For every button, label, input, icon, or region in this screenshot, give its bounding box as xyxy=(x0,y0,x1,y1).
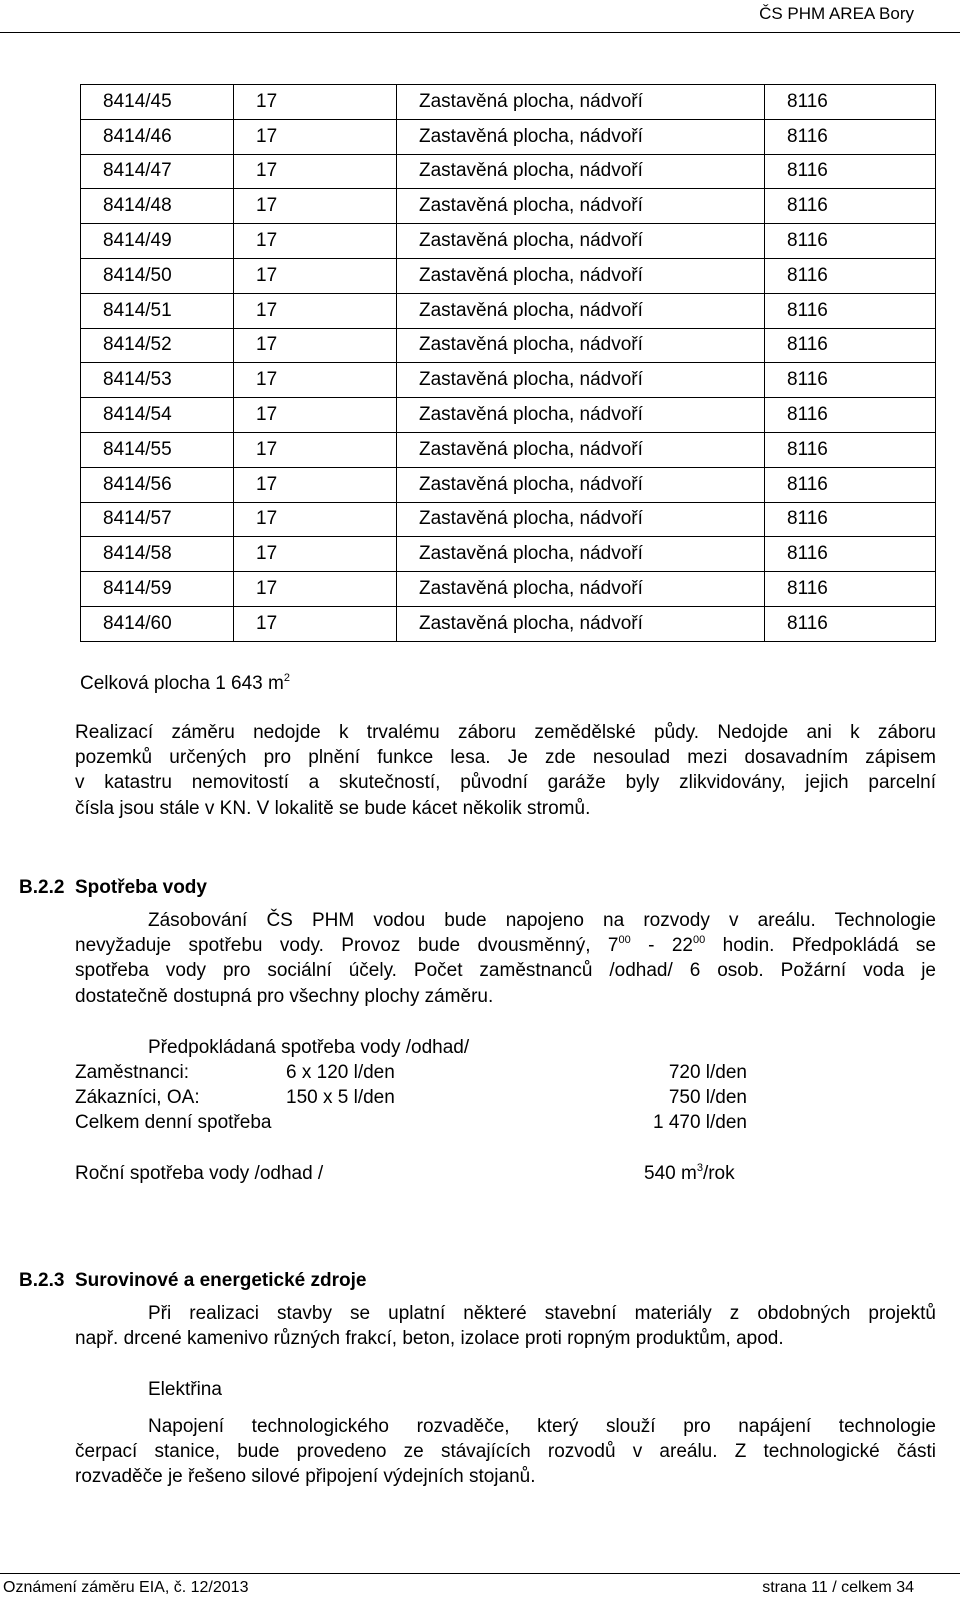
table-row xyxy=(81,432,936,467)
table-row xyxy=(81,606,936,641)
parcel-lv-cell: 8116 xyxy=(765,398,936,433)
section-b22-number: B.2.2 xyxy=(19,877,65,898)
parcel-type-cell: Zastavěná plocha, nádvoří xyxy=(397,328,765,363)
water-supply-paragraph xyxy=(75,908,936,1009)
parcel-ku-cell: 17 xyxy=(234,432,397,467)
water-supply-line-2a: nevyžaduje spotřebu vody. Provoz bude dvousměnný, 7 xyxy=(75,935,619,957)
footer-page-number: strana 11 / celkem 34 xyxy=(762,1579,914,1596)
parcel-number-cell: 8414/45 xyxy=(81,85,234,120)
parcel-number-cell: 8414/59 xyxy=(81,572,234,607)
parcel-number-cell: 8414/52 xyxy=(81,328,234,363)
parcel-ku-cell: 17 xyxy=(234,572,397,607)
water-calc-label: Celkem denní spotřeba xyxy=(75,1112,272,1133)
table-row xyxy=(81,224,936,259)
parcel-ku-cell: 17 xyxy=(234,363,397,398)
hours-end-sup: 00 xyxy=(693,934,706,947)
table-row xyxy=(81,293,936,328)
water-calc-value: 720 l/den xyxy=(668,1062,747,1083)
parcel-type-cell: Zastavěná plocha, nádvoří xyxy=(397,467,765,502)
electricity-line-2: čerpací stanice, bude provedeno ze stávajících rozvodů v areálu. Z technologické části xyxy=(75,1441,936,1463)
table-row xyxy=(81,328,936,363)
parcel-number-cell: 8414/48 xyxy=(81,189,234,224)
parcel-number-cell: 8414/60 xyxy=(81,606,234,641)
table-row xyxy=(81,363,936,398)
electricity-line-1: Napojení technologického rozvaděče, který slouží pro napájení technologie xyxy=(148,1416,936,1437)
parcel-type-cell: Zastavěná plocha, nádvoří xyxy=(397,363,765,398)
materials-line-2: např. drcené kamenivo různých frakcí, beton, izolace proti ropným produktům, apod. xyxy=(75,1328,784,1350)
materials-paragraph xyxy=(75,1301,936,1351)
parcel-type-cell: Zastavěná plocha, nádvoří xyxy=(397,432,765,467)
water-supply-line-2 xyxy=(75,933,936,958)
parcel-lv-cell: 8116 xyxy=(765,293,936,328)
water-supply-line-2c: hodin. Předpokládá se xyxy=(705,935,936,957)
total-area-text: Celková plocha 1 643 m xyxy=(80,673,284,694)
parcel-ku-cell: 17 xyxy=(234,328,397,363)
table-row xyxy=(81,258,936,293)
electricity-paragraph xyxy=(75,1414,936,1490)
electricity-line-3: rozvaděče je řešeno silové připojení výdejních stojanů. xyxy=(75,1466,536,1488)
parcel-number-cell: 8414/51 xyxy=(81,293,234,328)
parcel-number-cell: 8414/54 xyxy=(81,398,234,433)
parcel-type-cell: Zastavěná plocha, nádvoří xyxy=(397,85,765,120)
total-area-sup: 2 xyxy=(283,672,290,684)
water-supply-line-3: spotřeba vody pro sociální účely. Počet zaměstnanců /odhad/ 6 osob. Požární voda je xyxy=(75,960,936,982)
parcel-number-cell: 8414/53 xyxy=(81,363,234,398)
water-calc-value: 1 470 l/den xyxy=(652,1112,747,1133)
land-use-paragraph xyxy=(75,720,936,821)
table-row xyxy=(81,572,936,607)
parcel-ku-cell: 17 xyxy=(234,85,397,120)
parcel-ku-cell: 17 xyxy=(234,502,397,537)
land-use-line-1: Realizací záměru nedojde k trvalému záboru zemědělské půdy. Nedojde ani k záboru xyxy=(75,722,936,743)
parcel-lv-cell: 8116 xyxy=(765,467,936,502)
hours-start-sup: 00 xyxy=(618,934,631,947)
parcel-ku-cell: 17 xyxy=(234,119,397,154)
parcel-ku-cell: 17 xyxy=(234,189,397,224)
water-supply-line-4: dostatečně dostupná pro všechny plochy záměru. xyxy=(75,985,494,1007)
section-b22-title: Spotřeba vody xyxy=(75,877,207,898)
parcel-type-cell: Zastavěná plocha, nádvoří xyxy=(397,537,765,572)
water-calc-title: Předpokládaná spotřeba vody /odhad/ xyxy=(148,1037,470,1058)
total-area xyxy=(80,671,290,696)
table-row xyxy=(81,467,936,502)
footer-rule xyxy=(0,1573,960,1574)
parcel-ku-cell: 17 xyxy=(234,154,397,189)
parcel-number-cell: 8414/50 xyxy=(81,258,234,293)
table-row xyxy=(81,154,936,189)
parcel-lv-cell: 8116 xyxy=(765,363,936,398)
materials-line-1: Při realizaci stavby se uplatní některé stavební materiály z obdobných projektů xyxy=(148,1303,936,1324)
water-supply-line-1: Zásobování ČS PHM vodou bude napojeno na rozvody v areálu. Technologie xyxy=(148,910,936,931)
annual-value-b: /rok xyxy=(702,1163,735,1184)
parcel-type-cell: Zastavěná plocha, nádvoří xyxy=(397,293,765,328)
land-use-line-3: v katastru nemovitostí a skutečností, původní garáže byly zlikvidovány, jejich parcelní xyxy=(75,772,936,794)
parcel-lv-cell: 8116 xyxy=(765,224,936,259)
water-calc-formula: 6 x 120 l/den xyxy=(286,1062,395,1083)
parcel-lv-cell: 8116 xyxy=(765,154,936,189)
parcel-ku-cell: 17 xyxy=(234,398,397,433)
parcel-ku-cell: 17 xyxy=(234,606,397,641)
parcel-lv-cell: 8116 xyxy=(765,432,936,467)
parcel-lv-cell: 8116 xyxy=(765,502,936,537)
parcel-number-cell: 8414/49 xyxy=(81,224,234,259)
section-b23-title: Surovinové a energetické zdroje xyxy=(75,1270,367,1291)
annual-consumption-label: Roční spotřeba vody /odhad / xyxy=(75,1163,324,1184)
parcel-number-cell: 8414/57 xyxy=(81,502,234,537)
parcel-type-cell: Zastavěná plocha, nádvoří xyxy=(397,224,765,259)
parcel-type-cell: Zastavěná plocha, nádvoří xyxy=(397,189,765,224)
parcels-table xyxy=(80,84,936,642)
table-row xyxy=(81,398,936,433)
electricity-subheading: Elektřina xyxy=(148,1379,222,1400)
parcel-lv-cell: 8116 xyxy=(765,258,936,293)
parcel-type-cell: Zastavěná plocha, nádvoří xyxy=(397,572,765,607)
parcel-number-cell: 8414/55 xyxy=(81,432,234,467)
annual-value-sup: 3 xyxy=(696,1162,703,1174)
water-calc-label: Zaměstnanci: xyxy=(75,1062,190,1083)
water-calc-label: Zákazníci, OA: xyxy=(75,1087,200,1108)
parcel-lv-cell: 8116 xyxy=(765,119,936,154)
parcel-lv-cell: 8116 xyxy=(765,572,936,607)
parcel-ku-cell: 17 xyxy=(234,293,397,328)
table-row xyxy=(81,119,936,154)
parcel-type-cell: Zastavěná plocha, nádvoří xyxy=(397,258,765,293)
parcel-lv-cell: 8116 xyxy=(765,606,936,641)
land-use-line-2: pozemků určených pro plnění funkce lesa. Je zde nesoulad mezi dosavadním zápisem xyxy=(75,747,936,769)
section-b23-number: B.2.3 xyxy=(19,1270,65,1291)
parcels-table-body xyxy=(81,85,936,642)
parcel-ku-cell: 17 xyxy=(234,537,397,572)
parcel-type-cell: Zastavěná plocha, nádvoří xyxy=(397,502,765,537)
parcel-lv-cell: 8116 xyxy=(765,328,936,363)
parcel-number-cell: 8414/46 xyxy=(81,119,234,154)
water-calc-formula: 150 x 5 l/den xyxy=(286,1087,395,1108)
parcel-lv-cell: 8116 xyxy=(765,85,936,120)
water-supply-line-2b: - 22 xyxy=(630,935,693,957)
footer-document-id: Oznámení záměru EIA, č. 12/2013 xyxy=(3,1579,249,1596)
parcel-ku-cell: 17 xyxy=(234,224,397,259)
table-row xyxy=(81,189,936,224)
parcel-type-cell: Zastavěná plocha, nádvoří xyxy=(397,398,765,433)
header-rule xyxy=(0,32,960,33)
parcel-number-cell: 8414/58 xyxy=(81,537,234,572)
running-header: ČS PHM AREA Bory xyxy=(759,4,914,23)
parcel-lv-cell: 8116 xyxy=(765,537,936,572)
parcel-ku-cell: 17 xyxy=(234,467,397,502)
parcel-type-cell: Zastavěná plocha, nádvoří xyxy=(397,154,765,189)
parcel-type-cell: Zastavěná plocha, nádvoří xyxy=(397,606,765,641)
parcel-number-cell: 8414/47 xyxy=(81,154,234,189)
parcel-ku-cell: 17 xyxy=(234,258,397,293)
parcel-number-cell: 8414/56 xyxy=(81,467,234,502)
water-calc-value: 750 l/den xyxy=(668,1087,747,1108)
land-use-line-4: čísla jsou stále v KN. V lokalitě se bude kácet několik stromů. xyxy=(75,797,591,819)
parcel-type-cell: Zastavěná plocha, nádvoří xyxy=(397,119,765,154)
table-row xyxy=(81,502,936,537)
annual-consumption-value xyxy=(644,1161,735,1186)
annual-value-a: 540 m xyxy=(644,1163,697,1184)
table-row xyxy=(81,537,936,572)
table-row xyxy=(81,85,936,120)
parcel-lv-cell: 8116 xyxy=(765,189,936,224)
